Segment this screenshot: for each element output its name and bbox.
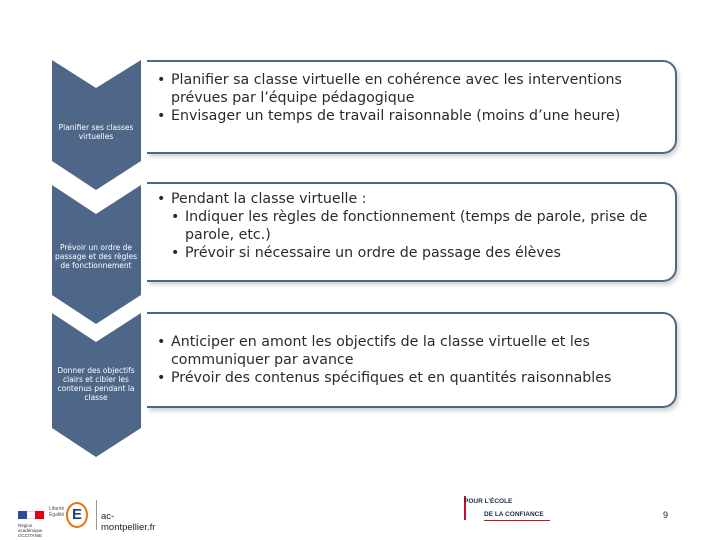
region-text: Région académique OCCITANIE: [18, 523, 43, 538]
step-2-label: Prévoir un ordre de passage et des règles de fonctionnement: [54, 243, 138, 270]
ministry-logo: E: [66, 502, 88, 528]
academy-url: ac-montpellier.fr: [101, 511, 156, 533]
bullet: • Prévoir des contenus spécifiques et en quantités raisonnables: [157, 369, 667, 387]
step-2-bullets: [157, 190, 667, 262]
page-number: 9: [663, 510, 669, 520]
bullet: • Envisager un temps de travail raisonnable (moins d’une heure): [157, 107, 667, 125]
bullet: • Pendant la classe virtuelle :: [157, 190, 667, 208]
sub-bullet: • Indiquer les règles de fonctionnement (temps de parole, prise de parole, etc.): [171, 208, 667, 244]
bullet: • Planifier sa classe virtuelle en cohérence avec les interventions prévues par l’équipe pédagogique: [157, 71, 667, 107]
footer-logos: [14, 496, 164, 536]
republic-flag-icon: [18, 511, 44, 521]
ministry-small-text: Liberté Égalité: [49, 506, 65, 518]
ecole-confiance-logo: [462, 496, 554, 522]
step-1-bullets: [157, 71, 667, 125]
step-1-box: [147, 60, 677, 154]
step-3-bullets: [157, 333, 667, 387]
sub-bullet: • Prévoir si nécessaire un ordre de passage des élèves: [171, 244, 667, 262]
step-1-label: Planifier ses classes virtuelles: [58, 123, 134, 141]
step-2-box: [147, 182, 677, 282]
divider: [96, 500, 97, 530]
step-3-label: Donner des objectifs clairs et cibler les contenus pendant la classe: [57, 366, 135, 402]
ecole-line-2: DE LA CONFIANCE: [484, 511, 544, 518]
bullet: • Anticiper en amont les objectifs de la classe virtuelle et les communiquer par avance: [157, 333, 667, 369]
ecole-line-1: POUR L’ÉCOLE: [464, 498, 513, 505]
step-3-box: [147, 312, 677, 408]
